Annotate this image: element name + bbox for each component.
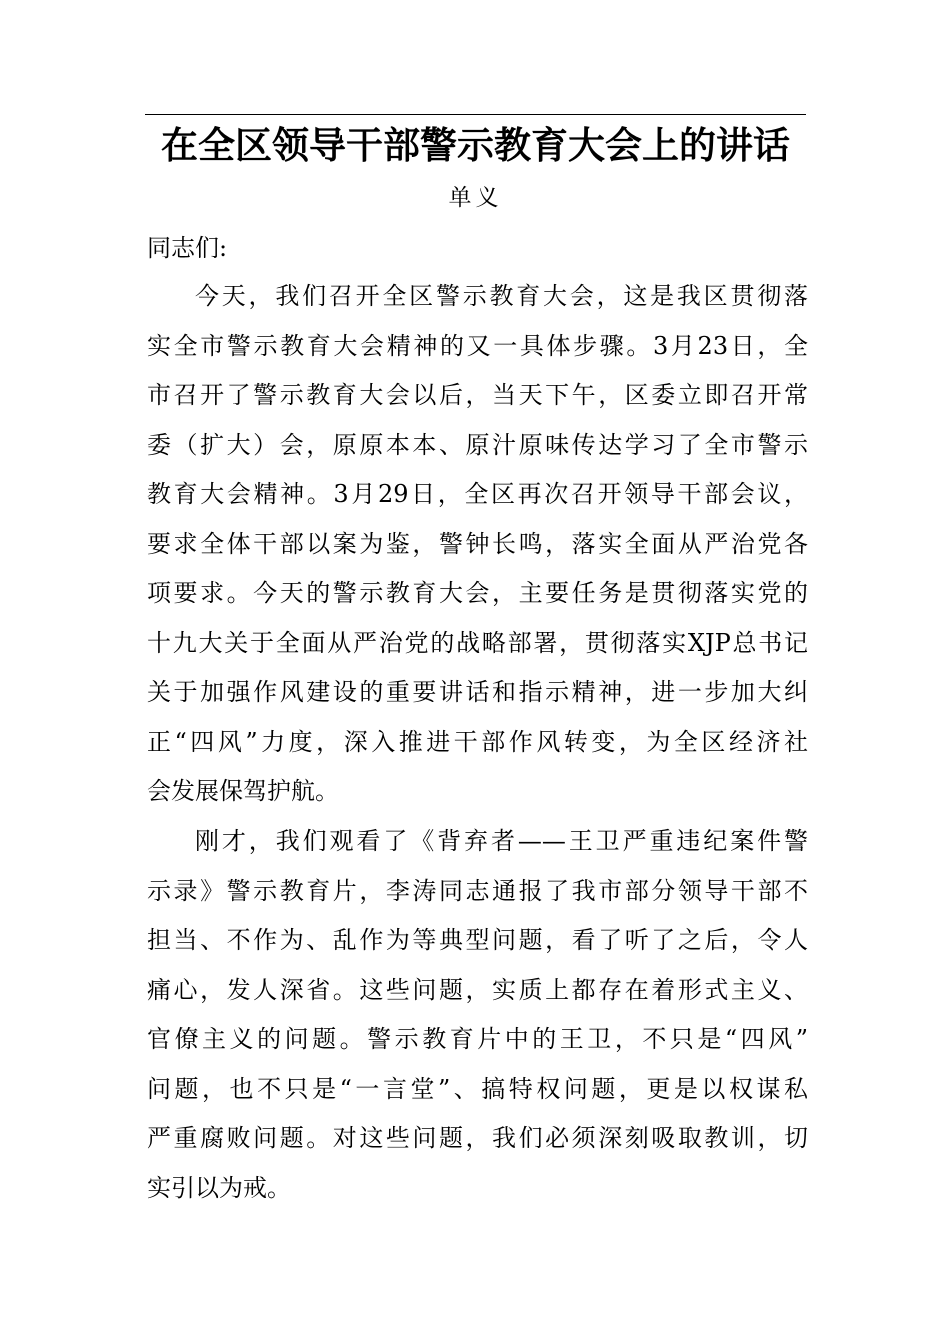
paragraph-line: 关于加强作风建设的重要讲话和指示精神，进一步加大纠: [147, 678, 808, 706]
paragraph-line: 十九大关于全面从严治党的战略部署，贯彻落实XJP总书记: [147, 628, 808, 657]
paragraph-line: 项要求。今天的警示教育大会，主要任务是贯彻落实党的: [147, 579, 808, 607]
paragraph-line: 严重腐败问题。对这些问题，我们必须深刻吸取教训，切: [147, 1124, 808, 1152]
header-rule: [145, 114, 806, 115]
paragraph-line: 要求全体干部以案为鉴，警钟长鸣，落实全面从严治党各: [147, 529, 808, 558]
author-name: 单义: [448, 185, 503, 211]
paragraph-line: 会发展保驾护航。: [147, 777, 339, 805]
salutation: 同志们:: [147, 234, 228, 262]
paragraph-line: 问题，也不只是“一言堂”、搞特权问题，更是以权谋私: [147, 1074, 808, 1103]
paragraph-line: 实全市警示教育大会精神的又一具体步骤。3月23日，全: [147, 331, 808, 360]
paragraph-line: 示录》警示教育片，李涛同志通报了我市部分领导干部不: [147, 876, 808, 905]
paragraph-line: 痛心，发人深省。这些问题，实质上都存在着形式主义、: [147, 975, 808, 1004]
document-title: 在全区领导干部警示教育大会上的讲话: [161, 123, 790, 167]
paragraph-line: 市召开了警示教育大会以后，当天下午，区委立即召开常: [147, 381, 808, 409]
paragraph-line: 担当、不作为、乱作为等典型问题，看了听了之后，令人: [147, 926, 808, 954]
paragraph-2: [147, 817, 808, 1213]
paragraph-line: 教育大会精神。3月29日，全区再次召开领导干部会议，: [147, 480, 808, 508]
paragraph-line: 实引以为戒。: [147, 1173, 291, 1202]
paragraph-1: [147, 272, 808, 817]
paragraph-line: 刚才，我们观看了《背弃者——王卫严重违纪案件警: [195, 827, 808, 855]
paragraph-line: 正“四风”力度，深入推进干部作风转变，为全区经济社: [147, 727, 808, 756]
paragraph-line: 官僚主义的问题。警示教育片中的王卫，不只是“四风”: [147, 1025, 808, 1053]
paragraph-line: 今天，我们召开全区警示教育大会，这是我区贯彻落: [195, 282, 808, 310]
paragraph-line: 委（扩大）会，原原本本、原汁原味传达学习了全市警示: [147, 430, 808, 459]
